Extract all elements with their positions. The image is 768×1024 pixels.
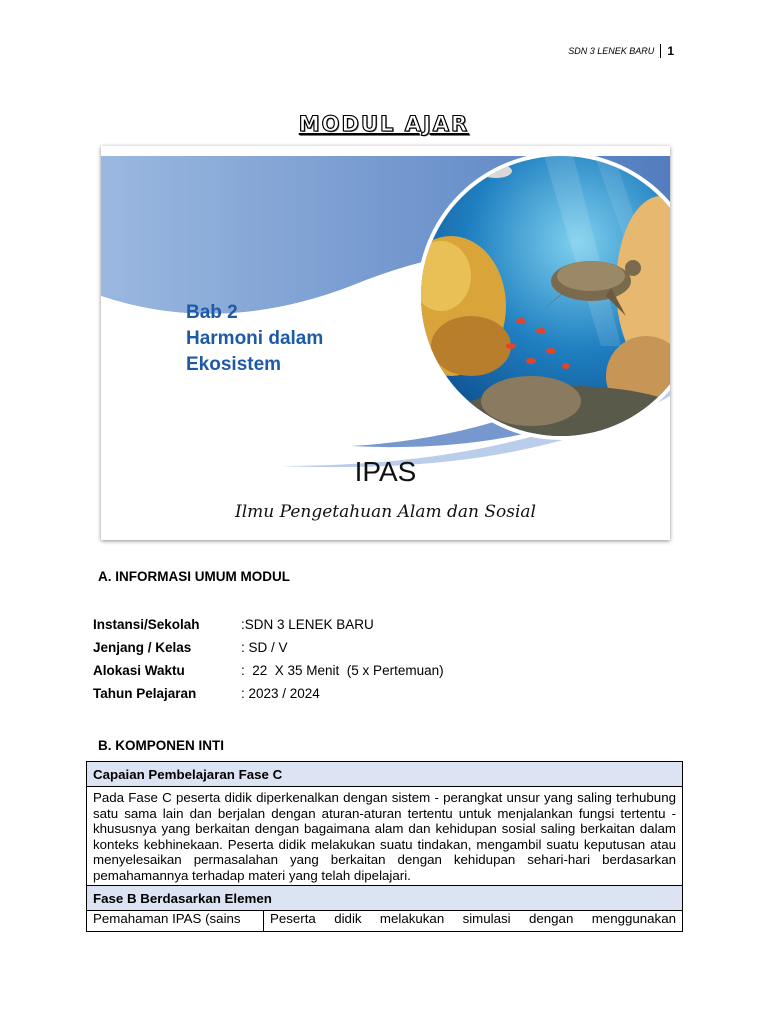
- info-row: [93, 613, 444, 636]
- table-row: [87, 787, 683, 886]
- table-row: [87, 762, 683, 787]
- info-label: Alokasi Waktu: [93, 663, 185, 678]
- info-row: [93, 636, 444, 659]
- fase-heading: Fase B Berdasarkan Elemen: [87, 886, 683, 911]
- cover-image: [101, 146, 670, 540]
- info-row: [93, 682, 444, 705]
- capaian-heading: Capaian Pembelajaran Fase C: [87, 762, 683, 787]
- info-label: Tahun Pelajaran: [93, 686, 197, 701]
- section-b-heading: B. KOMPONEN INTI: [98, 738, 225, 753]
- page-number: 1: [667, 44, 674, 58]
- info-label: Instansi/Sekolah: [93, 617, 200, 632]
- cover-chapter: [186, 300, 323, 378]
- info-value: :SDN 3 LENEK BARU: [241, 617, 374, 632]
- general-info-list: [93, 613, 444, 705]
- cover-chapter-number: Bab 2: [186, 302, 238, 323]
- core-components-table: [86, 761, 683, 932]
- info-value: : SD / V: [241, 640, 288, 655]
- info-label: Jenjang / Kelas: [93, 640, 192, 655]
- element-description: Peserta didik melakukan simulasi dengan menggunakan: [264, 911, 683, 932]
- document-title: MODUL AJAR: [298, 112, 470, 136]
- info-value: : 2023 / 2024: [241, 686, 320, 701]
- table-row: [87, 886, 683, 911]
- cover-chapter-title-1: Harmoni dalam: [186, 328, 324, 349]
- page-header: [568, 44, 674, 58]
- cover-subject: IPAS: [354, 456, 417, 487]
- capaian-text: Pada Fase C peserta didik diperkenalkan dengan sistem - perangkat unsur yang saling terhubung satu sama lain dan berjalan dengan aturan-aturan tertentu untuk menjalankan fungsi tertentu - khususnya yang berkaitan dengan bagaimana alam dan kehidupan sosial saling berkaitan dalam konteks kebhinekaan. Peserta didik melakukan suatu tindakan, mengambil suatu keputusan atau menyelesaikan permasalahan yang berkaitan dengan kehidupan sehari-hari berdasarkan pemahamannya terhadap materi yang telah dipelajari.: [87, 787, 683, 886]
- info-row: [93, 659, 444, 682]
- info-value: : 22 X 35 Menit (5 x Pertemuan): [241, 663, 444, 678]
- element-name: Pemahaman IPAS (sains: [87, 911, 264, 932]
- table-row: [87, 911, 683, 932]
- header-school: SDN 3 LENEK BARU: [568, 46, 655, 56]
- cover-subject-full: Ilmu Pengetahuan Alam dan Sosial: [235, 502, 536, 522]
- section-a-heading: A. INFORMASI UMUM MODUL: [98, 569, 290, 584]
- cover-chapter-title-2: Ekosistem: [186, 354, 282, 375]
